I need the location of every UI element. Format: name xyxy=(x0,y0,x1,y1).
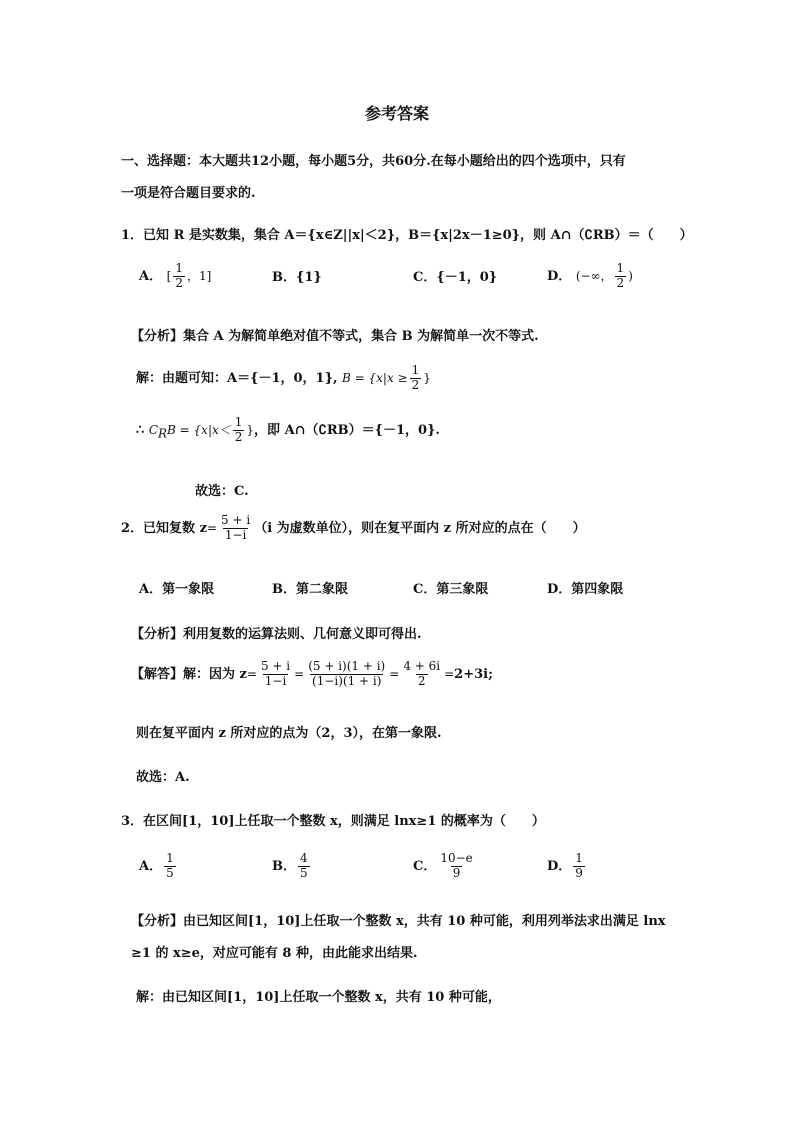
q1-option-b: B．{1} xyxy=(272,270,322,285)
q1-solution-set-a: 解：由题可知：A＝{－1，0，1}, xyxy=(136,370,338,386)
q3-stem: 3．在区间[1，10]上任取一个整数 x，则满足 lnx≥1 的概率为（ ） xyxy=(121,814,545,829)
q3-option-a: A． $\frac{1}{5}$ xyxy=(139,851,174,880)
therefore-symbol: ∴ xyxy=(136,422,145,438)
q1-solution-set-b: B = {x|x ≥ xyxy=(342,370,408,385)
q1-answer: 故选：C. xyxy=(195,484,249,499)
q1-option-c: C．{－1，0} xyxy=(413,270,498,285)
q1-solution-b-fraction: $\frac{1}{2}$ xyxy=(411,363,420,392)
q1-option-a xyxy=(139,262,211,291)
q3-option-c: C． $\frac{10-e}{9}$ xyxy=(413,851,473,880)
q1-option-d xyxy=(547,262,633,291)
q1-option-d-close: ) xyxy=(628,268,633,283)
section-heading-line-2: 一项是符合题目要求的. xyxy=(121,186,256,201)
q2-option-a: A．第一象限 xyxy=(139,582,215,597)
q3-option-c-fraction: $\frac{10-e}{9}$ xyxy=(440,851,473,880)
q1-option-a-fraction: $\frac{1}{2}$ xyxy=(175,261,183,290)
q3-option-d: D． $\frac{1}{9}$ xyxy=(547,851,583,880)
q3-option-b: B． $\frac{4}{5}$ xyxy=(272,851,308,880)
q1-option-a-label: A． xyxy=(139,268,163,284)
q3-analysis-line-2: ≥1 的 x≥e，对应可能有 8 种，由此能求出结果. xyxy=(131,946,418,961)
q2-stem: 2．已知复数 z= $\frac{5 + i}{1-i}$ （i 为虚数单位），则在复平面内 z 所对应的点在（ ） xyxy=(121,513,586,542)
q1-option-d-label: D． xyxy=(547,268,572,284)
q2-option-c: C．第三象限 xyxy=(413,582,489,597)
q3-option-d-fraction: $\frac{1}{9}$ xyxy=(575,851,583,880)
q2-solution-line-2: 则在复平面内 z 所对应的点为（2，3），在第一象限. xyxy=(136,726,442,741)
q3-analysis-line-1: 【分析】由已知区间[1，10]上任取一个整数 x，共有 10 种可能，利用列举法求出满足 lnx xyxy=(131,914,666,929)
q2-option-d: D．第四象限 xyxy=(547,582,624,597)
q2-result: 2+3i; xyxy=(454,666,493,682)
q1-stem: 1．已知 R 是实数集，集合 A＝{x∈Z||x|＜2}，B＝{x|2x－1≥0}，则 A∩（∁RB）＝（ ） xyxy=(121,228,693,243)
q1-intersection-result: ，即 A∩（∁RB）＝{－1，0}. xyxy=(254,422,440,438)
q1-option-d-open: (−∞， xyxy=(575,268,613,283)
q1-option-a-open: [ xyxy=(166,268,172,283)
q3-solution-line-1: 解：由已知区间[1，10]上任取一个整数 x，共有 10 种可能， xyxy=(136,990,501,1005)
q1-option-a-close: ，1] xyxy=(186,268,212,283)
q2-answer: 故选：A. xyxy=(136,770,190,785)
q2-solution-line-1: 【解答】解：因为 z= $\frac{5 + i}{1-i}$ = $\frac{(5 + i)(1 + i)}{(1-i)(1 + i)}$ = $\frac{4 + 6i}{2}$ =2+3i; xyxy=(131,659,493,688)
q2-fraction-2: $\frac{(5 + i)(1 + i)}{(1-i)(1 + i)}$ xyxy=(308,659,386,688)
q1-complement-set: B = {x|x＜ xyxy=(167,422,231,437)
q3-option-a-fraction: $\frac{1}{5}$ xyxy=(166,851,174,880)
q1-complement-fraction: $\frac{1}{2}$ xyxy=(234,415,243,444)
q3-option-b-fraction: $\frac{4}{5}$ xyxy=(300,851,308,880)
q1-option-d-fraction: $\frac{1}{2}$ xyxy=(616,261,625,290)
q2-fraction-3: $\frac{4 + 6i}{2}$ xyxy=(403,659,441,688)
q2-stem-fraction: $\frac{5 + i}{1-i}$ xyxy=(221,513,251,542)
q2-analysis: 【分析】利用复数的运算法则、几何意义即可得出. xyxy=(131,627,422,642)
q1-analysis: 【分析】集合 A 为解简单绝对值不等式，集合 B 为解简单一次不等式. xyxy=(131,329,539,344)
q2-option-b: B．第二象限 xyxy=(272,582,348,597)
q1-solution-line-2: ∴ $C_RB = \{x|x<$ $\frac{1}{2}$ }，即 A∩（∁RB）＝{－1，0}. xyxy=(136,415,440,444)
q1-solution-line-1: 解：由题可知：A＝{－1，0，1}, B = {x|x ≥ $\frac{1}{2}$ } xyxy=(136,363,431,392)
section-heading-line-1: 一、选择题：本大题共12小题，每小题5分，共60分.在每小题给出的四个选项中，只有 xyxy=(121,154,626,169)
page-title: 参考答案 xyxy=(364,104,429,123)
q2-fraction-1: $\frac{5 + i}{1-i}$ xyxy=(260,659,291,688)
